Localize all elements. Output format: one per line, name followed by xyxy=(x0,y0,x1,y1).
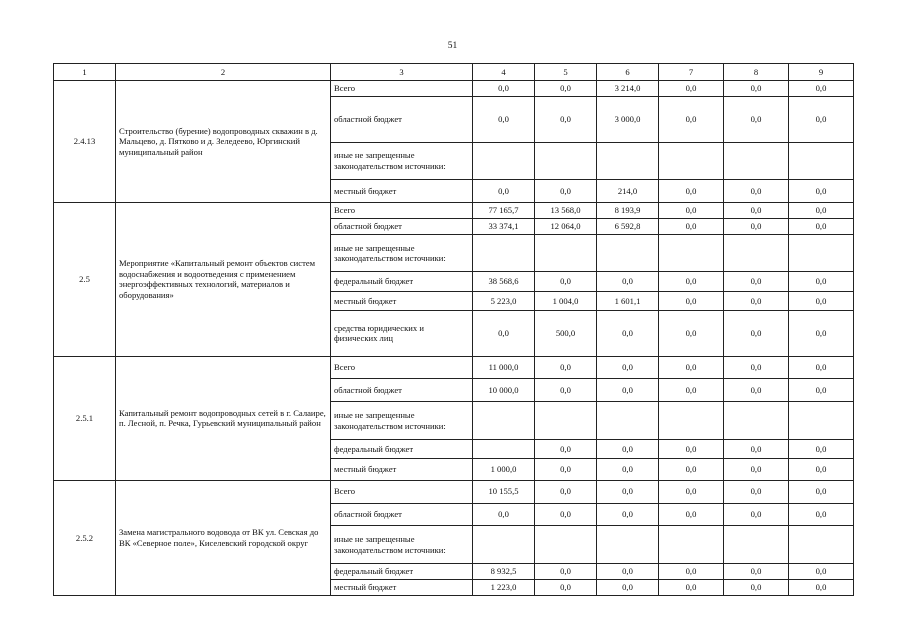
value-cell xyxy=(473,142,535,180)
value-cell xyxy=(724,142,789,180)
value-cell xyxy=(597,142,659,180)
source-label: иные не запрещенные законодательством источники: xyxy=(331,402,473,440)
value-cell: 214,0 xyxy=(597,180,659,203)
value-cell: 0,0 xyxy=(724,503,789,526)
value-cell: 1 000,0 xyxy=(473,459,535,481)
source-label: местный бюджет xyxy=(331,180,473,203)
value-cell: 0,0 xyxy=(789,459,854,481)
source-label: федеральный бюджет xyxy=(331,563,473,579)
value-cell: 0,0 xyxy=(659,311,724,357)
value-cell xyxy=(659,234,724,272)
table-row xyxy=(54,202,854,218)
section-code: 2.5.2 xyxy=(54,480,116,595)
section-name: Строительство (бурение) водопроводных скважин в д. Мальцево, д. Пятково и д. Зеледеево, Юргинский муниципальный район xyxy=(116,81,331,203)
value-cell: 0,0 xyxy=(535,579,597,595)
value-cell: 500,0 xyxy=(535,311,597,357)
value-cell: 0,0 xyxy=(789,97,854,143)
value-cell: 0,0 xyxy=(789,311,854,357)
value-cell: 0,0 xyxy=(473,81,535,97)
value-cell: 0,0 xyxy=(659,81,724,97)
value-cell xyxy=(789,402,854,440)
value-cell: 0,0 xyxy=(724,81,789,97)
value-cell: 0,0 xyxy=(597,379,659,402)
column-header: 3 xyxy=(331,64,473,81)
value-cell: 0,0 xyxy=(724,563,789,579)
value-cell xyxy=(535,402,597,440)
source-label: местный бюджет xyxy=(331,459,473,481)
value-cell: 0,0 xyxy=(789,503,854,526)
value-cell: 0,0 xyxy=(597,503,659,526)
value-cell: 0,0 xyxy=(659,97,724,143)
value-cell: 0,0 xyxy=(535,480,597,503)
value-cell: 0,0 xyxy=(473,311,535,357)
section-name: Мероприятие «Капитальный ремонт объектов систем водоснабжения и водоотведения с применением энергоэффективных технологий, материалов и оборудования» xyxy=(116,202,331,356)
value-cell: 0,0 xyxy=(724,218,789,234)
value-cell: 0,0 xyxy=(659,379,724,402)
value-cell: 0,0 xyxy=(659,503,724,526)
value-cell: 0,0 xyxy=(724,356,789,379)
value-cell: 0,0 xyxy=(724,272,789,291)
source-label: областной бюджет xyxy=(331,503,473,526)
value-cell: 0,0 xyxy=(659,563,724,579)
value-cell: 0,0 xyxy=(597,480,659,503)
value-cell xyxy=(535,142,597,180)
value-cell: 1 223,0 xyxy=(473,579,535,595)
section-name: Замена магистрального водовода от ВК ул. Севская до ВК «Северное поле», Киселевский городской округ xyxy=(116,480,331,595)
value-cell: 0,0 xyxy=(535,81,597,97)
value-cell: 0,0 xyxy=(659,356,724,379)
source-label: областной бюджет xyxy=(331,379,473,402)
column-header: 1 xyxy=(54,64,116,81)
value-cell: 0,0 xyxy=(659,579,724,595)
value-cell: 13 568,0 xyxy=(535,202,597,218)
value-cell xyxy=(597,402,659,440)
value-cell: 0,0 xyxy=(473,503,535,526)
value-cell: 0,0 xyxy=(535,356,597,379)
source-label: федеральный бюджет xyxy=(331,439,473,458)
value-cell xyxy=(659,526,724,564)
value-cell xyxy=(789,234,854,272)
value-cell: 0,0 xyxy=(789,563,854,579)
value-cell xyxy=(473,439,535,458)
value-cell xyxy=(473,402,535,440)
section-code: 2.5.1 xyxy=(54,356,116,480)
header-row xyxy=(54,64,854,81)
source-label: средства юридических и физических лиц xyxy=(331,311,473,357)
table-row xyxy=(54,480,854,503)
value-cell xyxy=(659,142,724,180)
value-cell: 0,0 xyxy=(535,180,597,203)
value-cell: 0,0 xyxy=(659,180,724,203)
value-cell xyxy=(535,234,597,272)
value-cell xyxy=(789,142,854,180)
value-cell: 0,0 xyxy=(724,579,789,595)
value-cell: 5 223,0 xyxy=(473,291,535,310)
value-cell: 1 601,1 xyxy=(597,291,659,310)
value-cell: 0,0 xyxy=(789,218,854,234)
source-label: местный бюджет xyxy=(331,579,473,595)
column-header: 7 xyxy=(659,64,724,81)
value-cell xyxy=(789,526,854,564)
value-cell: 0,0 xyxy=(724,291,789,310)
value-cell xyxy=(724,526,789,564)
value-cell: 0,0 xyxy=(659,480,724,503)
value-cell: 0,0 xyxy=(597,439,659,458)
table-row xyxy=(54,356,854,379)
value-cell: 33 374,1 xyxy=(473,218,535,234)
value-cell: 0,0 xyxy=(597,311,659,357)
value-cell: 0,0 xyxy=(789,356,854,379)
source-label: областной бюджет xyxy=(331,97,473,143)
value-cell: 0,0 xyxy=(597,272,659,291)
value-cell: 0,0 xyxy=(789,81,854,97)
value-cell: 0,0 xyxy=(789,180,854,203)
column-header: 2 xyxy=(116,64,331,81)
value-cell: 0,0 xyxy=(597,563,659,579)
value-cell xyxy=(535,526,597,564)
value-cell: 0,0 xyxy=(724,480,789,503)
value-cell: 0,0 xyxy=(789,480,854,503)
value-cell: 11 000,0 xyxy=(473,356,535,379)
value-cell: 0,0 xyxy=(535,439,597,458)
value-cell xyxy=(724,402,789,440)
value-cell: 0,0 xyxy=(659,272,724,291)
value-cell: 10 155,5 xyxy=(473,480,535,503)
page-number: 51 xyxy=(447,41,458,51)
value-cell: 0,0 xyxy=(659,459,724,481)
value-cell xyxy=(597,234,659,272)
value-cell: 0,0 xyxy=(535,459,597,481)
column-header: 6 xyxy=(597,64,659,81)
value-cell: 10 000,0 xyxy=(473,379,535,402)
source-label: Всего xyxy=(331,202,473,218)
value-cell: 0,0 xyxy=(724,202,789,218)
value-cell: 0,0 xyxy=(473,180,535,203)
source-label: иные не запрещенные законодательством источники: xyxy=(331,142,473,180)
source-label: федеральный бюджет xyxy=(331,272,473,291)
column-header: 8 xyxy=(724,64,789,81)
value-cell xyxy=(724,234,789,272)
column-header: 5 xyxy=(535,64,597,81)
value-cell xyxy=(659,402,724,440)
value-cell: 0,0 xyxy=(535,97,597,143)
value-cell xyxy=(473,234,535,272)
value-cell: 0,0 xyxy=(789,379,854,402)
value-cell xyxy=(473,526,535,564)
value-cell: 0,0 xyxy=(789,439,854,458)
section-code: 2.5 xyxy=(54,202,116,356)
value-cell: 0,0 xyxy=(659,291,724,310)
value-cell: 3 000,0 xyxy=(597,97,659,143)
value-cell: 0,0 xyxy=(724,439,789,458)
value-cell: 0,0 xyxy=(789,579,854,595)
value-cell: 38 568,6 xyxy=(473,272,535,291)
value-cell: 3 214,0 xyxy=(597,81,659,97)
table-row xyxy=(54,81,854,97)
value-cell: 0,0 xyxy=(724,379,789,402)
value-cell: 0,0 xyxy=(473,97,535,143)
column-header: 9 xyxy=(789,64,854,81)
value-cell: 0,0 xyxy=(659,218,724,234)
source-label: Всего xyxy=(331,81,473,97)
value-cell: 0,0 xyxy=(789,202,854,218)
value-cell: 0,0 xyxy=(789,291,854,310)
value-cell: 0,0 xyxy=(724,97,789,143)
source-label: местный бюджет xyxy=(331,291,473,310)
value-cell: 0,0 xyxy=(789,272,854,291)
value-cell: 1 004,0 xyxy=(535,291,597,310)
value-cell: 0,0 xyxy=(659,202,724,218)
value-cell: 12 064,0 xyxy=(535,218,597,234)
value-cell: 0,0 xyxy=(724,180,789,203)
value-cell: 6 592,8 xyxy=(597,218,659,234)
value-cell: 0,0 xyxy=(597,459,659,481)
value-cell: 0,0 xyxy=(724,311,789,357)
section-code: 2.4.13 xyxy=(54,81,116,203)
value-cell: 0,0 xyxy=(535,563,597,579)
value-cell: 0,0 xyxy=(659,439,724,458)
column-header: 4 xyxy=(473,64,535,81)
value-cell: 0,0 xyxy=(724,459,789,481)
value-cell: 0,0 xyxy=(597,356,659,379)
source-label: иные не запрещенные законодательством источники: xyxy=(331,234,473,272)
value-cell: 0,0 xyxy=(535,503,597,526)
value-cell: 0,0 xyxy=(535,379,597,402)
source-label: областной бюджет xyxy=(331,218,473,234)
value-cell: 77 165,7 xyxy=(473,202,535,218)
value-cell: 0,0 xyxy=(597,579,659,595)
value-cell: 8 193,9 xyxy=(597,202,659,218)
source-label: Всего xyxy=(331,480,473,503)
value-cell xyxy=(597,526,659,564)
section-name: Капитальный ремонт водопроводных сетей в г. Салаире, п. Лесной, п. Речка, Гурьевский муниципальный район xyxy=(116,356,331,480)
value-cell: 0,0 xyxy=(535,272,597,291)
value-cell: 8 932,5 xyxy=(473,563,535,579)
source-label: Всего xyxy=(331,356,473,379)
budget-table xyxy=(53,63,854,596)
source-label: иные не запрещенные законодательством источники: xyxy=(331,526,473,564)
